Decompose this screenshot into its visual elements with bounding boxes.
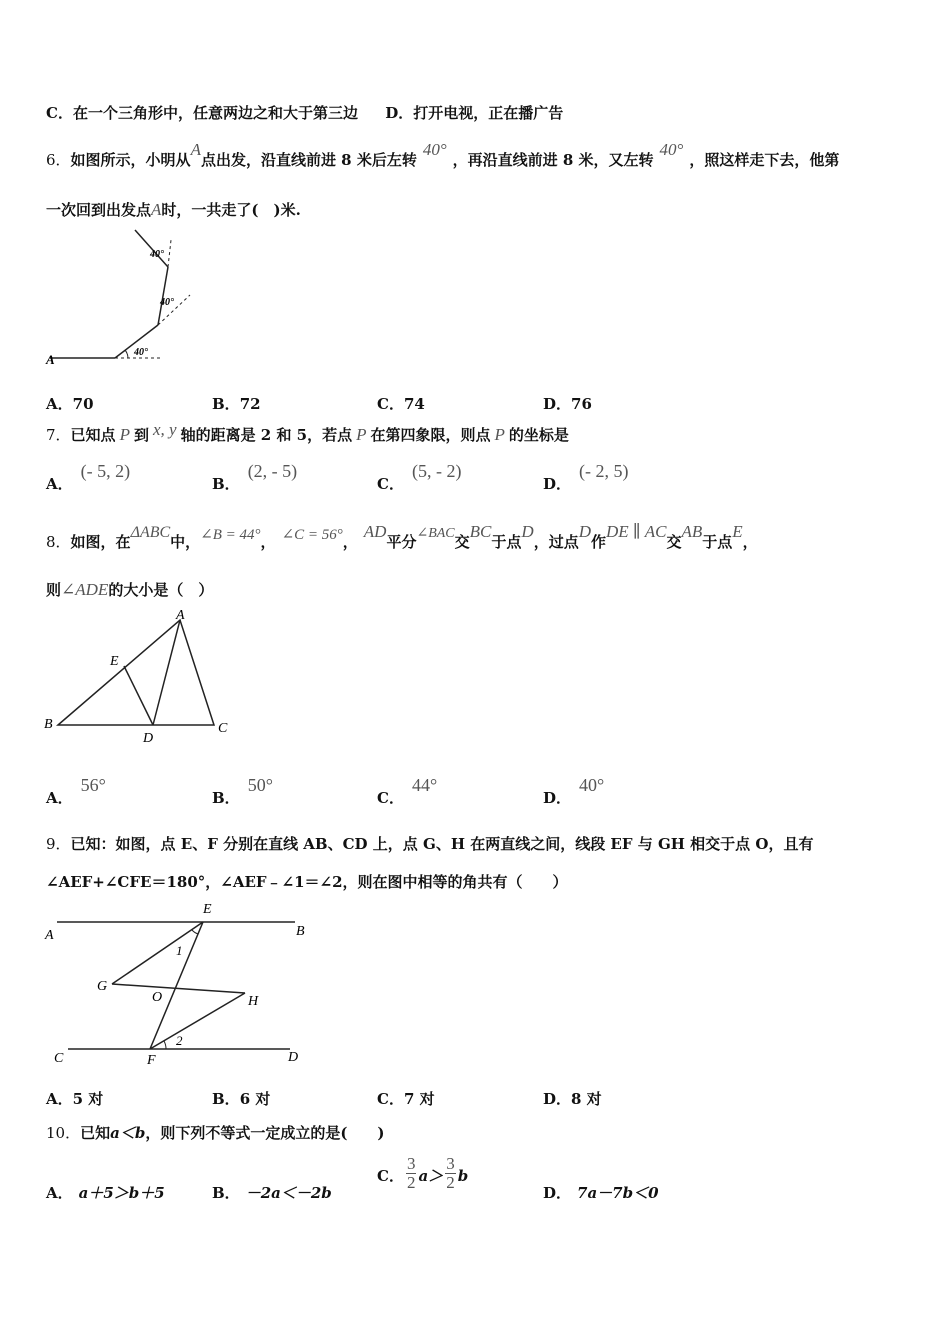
q9-fig-label-a: A <box>45 928 54 943</box>
q6-fig-angle-label: 40° <box>160 297 174 308</box>
q6-text1: 如图所示，小明从 <box>70 151 191 169</box>
q9-option-c-value: 7 对 <box>403 1090 435 1108</box>
q7-stem <box>46 420 569 445</box>
q8-text6: 交 <box>454 533 470 551</box>
q9-text1: 已知：如图，点 E、F 分别在直线 AB、CD 上，点 G、H 在两直线之间，线段 EF 与 GH 相交于点 O，且有 <box>70 835 814 853</box>
q7-option-d-value: (- 2, 5) <box>579 461 629 481</box>
q10-fraction-den: 2 <box>446 1173 455 1192</box>
q10-text1: 已知 <box>80 1124 111 1142</box>
q7-point-p3: P <box>494 425 505 444</box>
q8-angle-c: ∠C = 56° <box>281 527 343 543</box>
q8-point-e: E <box>732 522 743 541</box>
q9-option-a-label: A． <box>46 1090 73 1108</box>
q10-option-c[interactable] <box>377 1155 468 1192</box>
q9-number: 9． <box>46 835 71 853</box>
q10-fraction-2 <box>445 1155 456 1192</box>
q9-option-d-label: D． <box>543 1090 572 1108</box>
q7-text4: 在第四象限，则点 <box>370 426 491 444</box>
q9-stem-line1 <box>46 834 813 854</box>
q9-segment-ef <box>150 922 203 1049</box>
q8-bc: BC <box>469 522 492 541</box>
q6-option-a[interactable] <box>46 393 94 414</box>
q7-option-c-label: C． <box>377 475 404 493</box>
q8-option-c-label: C． <box>377 789 404 807</box>
q8-triangle: ΔABC <box>130 524 171 541</box>
q10-option-b-label: B． <box>212 1184 240 1202</box>
q8-point-d: D <box>521 522 534 541</box>
q8-fig-label-b: B <box>44 717 53 732</box>
q6-option-d-value: 76 <box>571 395 592 413</box>
q6-option-b[interactable] <box>212 393 261 414</box>
q8-text13: 则 <box>46 581 62 599</box>
q9-text2: ∠AEF+∠CFE＝180°，∠AEF﹣∠1＝∠2，则在图中相等的角共有（ ） <box>46 873 568 891</box>
q9-fig-label-c: C <box>54 1051 64 1066</box>
q10-stem <box>46 1123 385 1143</box>
q6-angle2: 40° <box>659 140 684 159</box>
q10-option-a[interactable] <box>46 1182 165 1203</box>
q8-segment-ad <box>153 620 180 725</box>
q7-text3: 轴的距离是 2 和 5，若点 <box>180 426 353 444</box>
q10-condition: a＜b <box>110 1124 146 1142</box>
q9-option-b-label: B． <box>212 1090 240 1108</box>
q8-text8: ，过点 <box>533 533 579 551</box>
q8-fig-label-a: A <box>176 608 185 623</box>
q9-angle2-arc <box>164 1041 166 1049</box>
q8-stem-line1 <box>46 522 758 554</box>
q10-option-a-value: a＋5＞b＋5 <box>78 1184 165 1202</box>
q6-fig-angle-label: 40° <box>134 347 148 358</box>
q8-text7: 于点 <box>491 533 522 551</box>
q8-text11: 于点 <box>702 533 733 551</box>
q8-de-parallel-ac: DE ∥ AC <box>606 522 667 541</box>
q6-option-c-label: C． <box>377 395 404 413</box>
q7-text5: 的坐标是 <box>508 426 569 444</box>
q6-fig-angle-label: 40° <box>150 249 164 260</box>
q8-number: 8． <box>46 533 71 551</box>
q6-angle-arc <box>125 350 128 358</box>
q8-angle-bac: ∠BAC <box>416 526 455 541</box>
q6-option-a-label: A． <box>46 395 73 413</box>
q8-option-a-value: 56° <box>80 775 106 795</box>
q8-text5: 平分 <box>386 533 417 551</box>
q7-point-p2: P <box>356 425 367 444</box>
q9-fig-label-e: E <box>203 902 212 917</box>
q6-point-a: A <box>190 140 201 159</box>
q8-stem-line2 <box>46 580 213 600</box>
q9-fig-label-f: F <box>147 1053 156 1068</box>
q9-option-b-value: 6 对 <box>239 1090 271 1108</box>
q6-fig-label-a: A <box>46 352 55 367</box>
q10-option-b-value: －2a＜－2b <box>245 1184 332 1202</box>
q6-text2: 点出发，沿直线前进 8 米后左转 <box>200 151 417 169</box>
q8-triangle-abc <box>58 620 214 725</box>
q9-option-a-value: 5 对 <box>72 1090 104 1108</box>
q10-option-d-value: 7a－7b＜0 <box>577 1184 659 1202</box>
q6-option-c[interactable] <box>377 393 425 414</box>
q7-option-c[interactable] <box>377 461 462 494</box>
q9-angle1-arc <box>192 930 198 934</box>
q10-option-c-label: C． <box>377 1166 404 1185</box>
q9-segment-gh <box>112 984 245 993</box>
q8-option-c[interactable] <box>377 775 438 808</box>
q8-option-b[interactable] <box>212 775 273 808</box>
q9-option-d-value: 8 对 <box>571 1090 602 1108</box>
q8-fig-label-d: D <box>143 731 154 746</box>
q9-fig-label-angle1: 1 <box>176 943 183 958</box>
q9-option-d[interactable] <box>543 1088 602 1109</box>
q8-text10: 交 <box>666 533 682 551</box>
q6-stem-line2 <box>46 200 301 220</box>
q8-option-b-value: 50° <box>247 775 273 795</box>
q7-axes: x, y <box>152 420 177 439</box>
q8-point-d2: D <box>578 522 591 541</box>
q7-option-a-value: (- 5, 2) <box>80 461 131 481</box>
q7-option-b-label: B． <box>212 475 240 493</box>
q10-option-d[interactable] <box>543 1182 659 1203</box>
q10-fraction-num: 3 <box>406 1154 416 1173</box>
q8-text9: 作 <box>590 533 606 551</box>
q6-option-c-value: 74 <box>403 395 425 413</box>
q8-text14: 的大小是（ ） <box>108 581 214 599</box>
q9-fig-label-angle2: 2 <box>176 1033 183 1048</box>
q8-text4: ， <box>342 533 358 551</box>
q8-option-a-label: A． <box>46 789 73 807</box>
q9-fig-label-d: D <box>288 1050 299 1065</box>
q9-option-c-label: C． <box>377 1090 404 1108</box>
q10-option-c-a: a＞ <box>418 1166 444 1185</box>
q8-fig-label-c: C <box>218 721 228 736</box>
q6-text3: ，再沿直线前进 8 米，又左转 <box>452 151 654 169</box>
q5-option-c-label: C． <box>46 104 73 122</box>
q6-text4: ，照这样走下去，他第 <box>689 151 840 169</box>
q8-figure <box>40 605 240 750</box>
q8-ab: AB <box>681 522 703 541</box>
q8-text3: ， <box>260 533 276 551</box>
q6-extension-dash <box>168 240 171 267</box>
q9-option-b[interactable] <box>212 1088 270 1109</box>
q5-option-d-label: D． <box>385 104 414 122</box>
q7-option-a-label: A． <box>46 475 73 493</box>
q5-option-d-text: 打开电视，正在播广告 <box>413 104 564 122</box>
q9-fig-label-o: O <box>152 990 163 1005</box>
q10-fraction-num: 3 <box>446 1154 455 1173</box>
q8-option-d-value: 40° <box>579 775 605 795</box>
q7-number: 7． <box>46 426 71 444</box>
q7-option-b-value: (2, - 5) <box>247 461 298 481</box>
q8-text2: 中， <box>170 533 201 551</box>
q6-path-segment <box>158 267 168 325</box>
q8-option-d[interactable] <box>543 775 605 808</box>
q6-option-d[interactable] <box>543 393 592 414</box>
q7-option-a[interactable] <box>46 461 131 494</box>
q7-option-c-value: (5, - 2) <box>411 461 462 481</box>
q6-text5: 一次回到出发点 <box>46 201 152 219</box>
q7-option-d-label: D． <box>543 475 572 493</box>
q5-option-c-text: 在一个三角形中，任意两边之和大于第三边 <box>72 104 358 122</box>
q7-text2: 到 <box>133 426 149 444</box>
q10-number: 10． <box>46 1124 81 1142</box>
q8-segment-de <box>124 666 153 725</box>
q10-option-d-label: D． <box>543 1184 572 1202</box>
q9-fig-label-h: H <box>248 994 259 1009</box>
q7-point-p: P <box>119 425 130 444</box>
q6-text6: 时，一共走了( )米. <box>161 201 301 219</box>
q8-text12: ， <box>742 533 758 551</box>
q8-ad: AD <box>363 522 387 541</box>
q8-option-d-label: D． <box>543 789 572 807</box>
q6-option-b-label: B． <box>212 395 240 413</box>
q6-figure <box>40 225 200 370</box>
q10-fraction-den: 2 <box>406 1173 416 1192</box>
q10-text2: ，则下列不等式一定成立的是( ) <box>145 1124 385 1142</box>
q8-option-c-value: 44° <box>411 775 438 795</box>
q8-angle-ade: ∠ADE <box>61 580 109 599</box>
q8-option-a[interactable] <box>46 775 106 808</box>
q10-option-c-b: b <box>457 1166 469 1185</box>
q6-angle1: 40° <box>422 140 447 159</box>
q9-fig-label-b: B <box>296 924 305 939</box>
q9-segment-hf <box>150 993 245 1049</box>
q10-option-a-label: A． <box>46 1184 73 1202</box>
q5-options-row <box>46 103 563 123</box>
q8-option-b-label: B． <box>212 789 240 807</box>
q9-stem-line2 <box>46 872 568 892</box>
q10-option-b[interactable] <box>212 1182 332 1203</box>
q6-point-a2: A <box>151 200 162 219</box>
q6-number: 6． <box>46 151 71 169</box>
q6-option-a-value: 70 <box>72 395 94 413</box>
q9-fig-label-g: G <box>97 979 108 994</box>
q9-option-c[interactable] <box>377 1088 435 1109</box>
q8-angle-b: ∠B = 44° <box>200 527 261 543</box>
q6-option-d-label: D． <box>543 395 572 413</box>
q9-figure <box>40 897 320 1072</box>
q6-option-b-value: 72 <box>239 395 261 413</box>
q8-fig-label-e: E <box>110 654 119 669</box>
q7-text1: 已知点 <box>70 426 116 444</box>
q6-stem-line1 <box>46 140 840 170</box>
q7-option-b[interactable] <box>212 461 298 494</box>
q9-option-a[interactable] <box>46 1088 103 1109</box>
q8-text1: 如图，在 <box>70 533 131 551</box>
q7-option-d[interactable] <box>543 461 629 494</box>
q10-fraction-1 <box>406 1155 417 1192</box>
